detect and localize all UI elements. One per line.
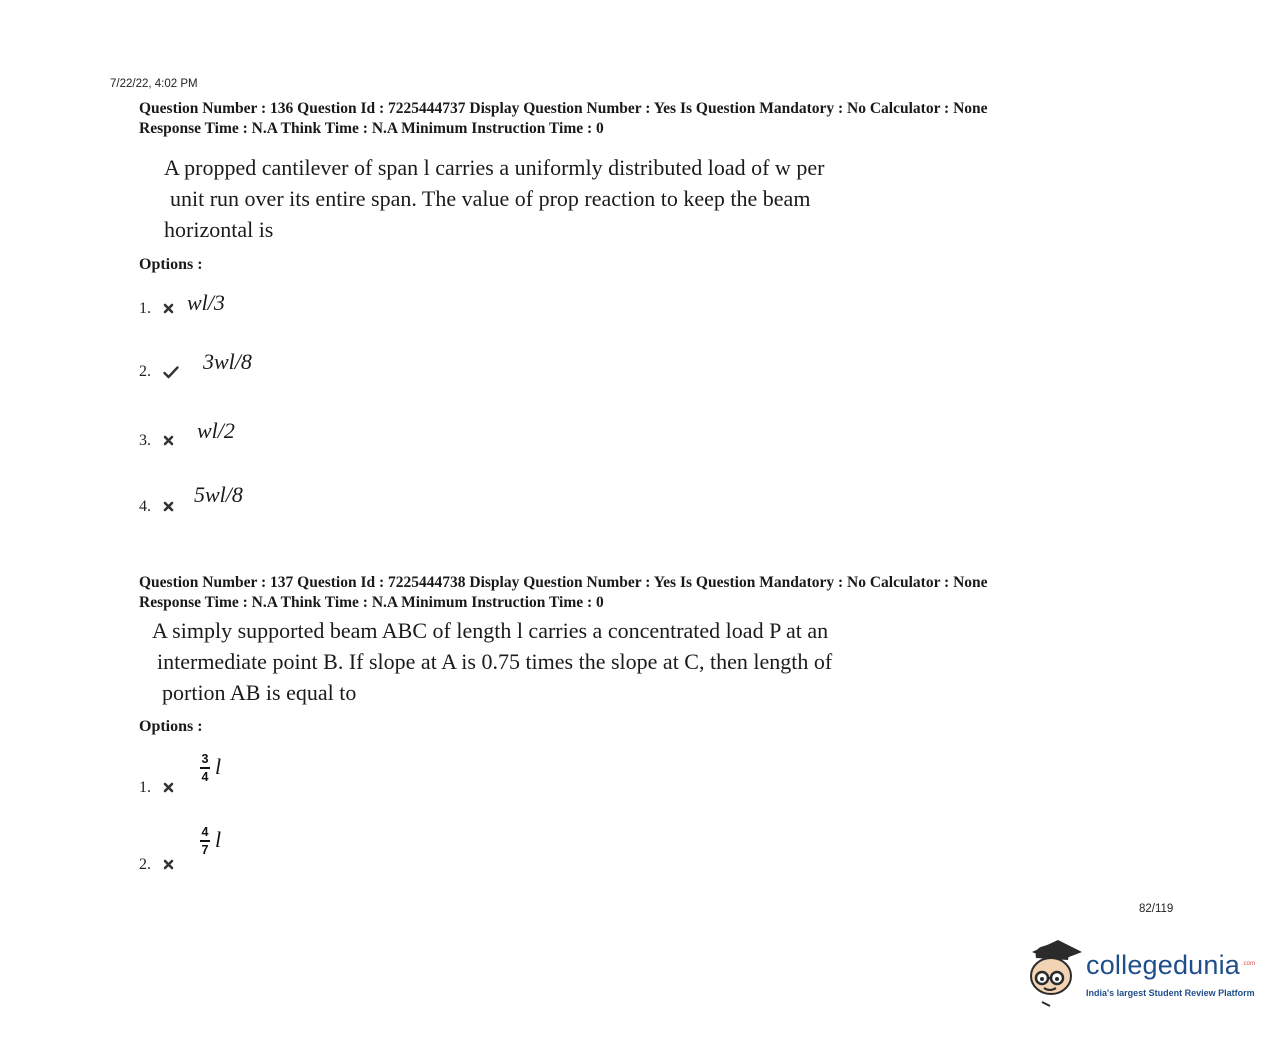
cross-icon [163, 501, 176, 514]
option-value: wl/3 [187, 290, 225, 315]
option-value: wl/2 [197, 418, 235, 443]
logo-domain-suffix: .com [1242, 961, 1256, 967]
fraction-numerator: 3 [201, 752, 209, 766]
option-fraction [198, 825, 212, 857]
option-row [139, 779, 176, 797]
question-text-line: portion AB is equal to [162, 680, 357, 705]
question-text-line: A propped cantilever of span l carries a uniformly distributed load of w per [164, 155, 825, 180]
question-meta [139, 573, 988, 612]
option-row [139, 432, 176, 450]
question-meta [139, 99, 988, 138]
option-number: 2. [139, 363, 151, 380]
option-value: 5wl/8 [194, 482, 243, 507]
mascot-icon [1024, 938, 1084, 1008]
fraction-numerator: 4 [201, 825, 209, 839]
option-number: 3. [139, 432, 151, 449]
fraction-denominator: 7 [201, 842, 209, 857]
option-row [139, 498, 176, 516]
question-meta-line2: Response Time : N.A Think Time : N.A Minimum Instruction Time : 0 [139, 593, 604, 611]
option-fraction [198, 752, 212, 784]
question-text-line: horizontal is [164, 217, 274, 242]
cross-icon [163, 782, 176, 795]
question-text [164, 152, 824, 245]
cross-icon [163, 435, 176, 448]
fraction-bar [200, 767, 210, 769]
question-meta-line2: Response Time : N.A Think Time : N.A Minimum Instruction Time : 0 [139, 119, 604, 137]
page-number: 82/119 [1139, 903, 1174, 915]
fraction-denominator: 4 [201, 769, 209, 784]
option-row [139, 856, 176, 874]
question-meta-line1: Question Number : 137 Question Id : 7225444738 Display Question Number : Yes Is Question Mandatory : No Calculator : None [139, 574, 988, 591]
option-number: 1. [139, 300, 151, 317]
option-variable: l [215, 754, 222, 779]
option-number: 2. [139, 856, 151, 873]
question-text-line: intermediate point B. If slope at A is 0.75 times the slope at C, then length of [157, 649, 833, 674]
option-value: 3wl/8 [203, 349, 252, 374]
fraction-bar [200, 840, 210, 842]
logo-tagline: India's largest Student Review Platform [1086, 988, 1255, 998]
question-text-line: A simply supported beam ABC of length l carries a concentrated load P at an [152, 618, 829, 643]
cross-icon [163, 859, 176, 872]
check-icon [163, 366, 179, 379]
option-number: 1. [139, 779, 151, 796]
option-row [139, 300, 176, 318]
cross-icon [163, 303, 176, 316]
question-text [152, 615, 832, 708]
timestamp: 7/22/22, 4:02 PM [110, 78, 198, 90]
option-number: 4. [139, 498, 151, 515]
logo-wordmark: collegedunia [1086, 950, 1241, 980]
question-text-line: unit run over its entire span. The value of prop reaction to keep the beam [170, 186, 811, 211]
question-meta-line1: Question Number : 136 Question Id : 7225444737 Display Question Number : Yes Is Question Mandatory : No Calculator : None [139, 100, 988, 117]
option-variable: l [215, 827, 222, 852]
option-row [139, 363, 179, 381]
options-label: Options : [139, 718, 203, 735]
options-label: Options : [139, 256, 203, 273]
